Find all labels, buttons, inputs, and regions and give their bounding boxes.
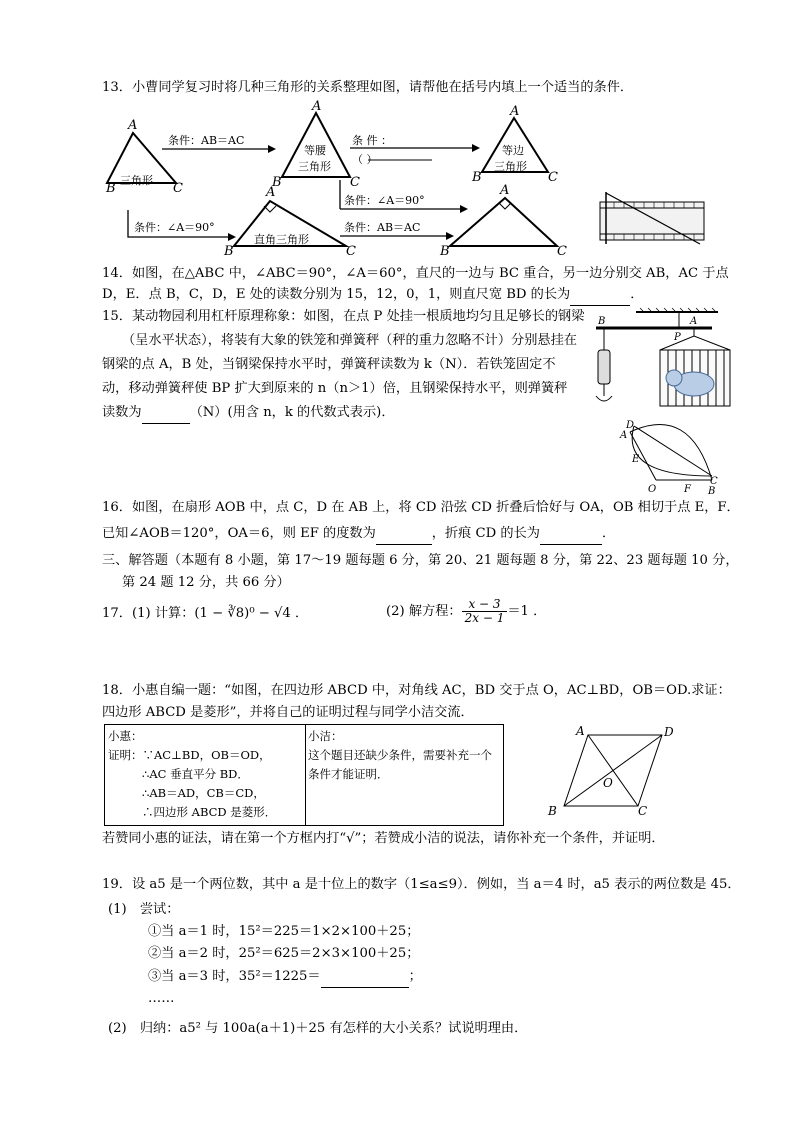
q15-line5-pre: 读数为: [102, 405, 142, 420]
q19-try3-post: ；: [408, 969, 422, 984]
arrowhead-1: [268, 145, 276, 153]
cond-right-left: 条件：∠A＝90°: [134, 221, 215, 234]
vertex-label: C: [350, 175, 360, 190]
q18-box-left-l2: ∴AC 垂直平分 BD．: [142, 767, 249, 781]
section3-line2: 第 24 题 12 分，共 66 分）: [122, 575, 290, 590]
q18-box-left-l3: ∴AB＝AD，CB＝CD，: [142, 786, 265, 800]
q18-line2: 四边形 ABCD 是菱形”，并将自己的证明过程与同学小洁交流．: [102, 705, 474, 720]
q14-figure: [600, 192, 704, 244]
right-angle-mark-2: [499, 203, 511, 209]
q14-answer-blank[interactable]: [570, 285, 630, 306]
q16-label-B: B: [708, 486, 716, 497]
q18-box-right-l2: 条件才能证明．: [308, 767, 389, 781]
q13-text: 13．小曹同学复习时将几种三角形的关系整理如图，请帮他在括号内填上一个适当的条件．: [102, 80, 634, 95]
vertex-label: B: [440, 244, 450, 259]
q15-line2: （呈水平状态），将装有大象的铁笼和弹簧秤（秤的重力忽略不计）分别悬挂在: [122, 333, 577, 348]
q18-label-D: D: [664, 725, 674, 739]
q16-label-D: D: [626, 420, 635, 431]
cond-isosceles: 条件：AB＝AC: [168, 134, 245, 147]
section3-line1: 三、解答题（本题有 8 小题，第 17～19 题每题 6 分，第 20、21 题每题 8 分，第 22、23 题每题 10 分，: [102, 553, 739, 568]
vertex-label: B: [272, 175, 282, 190]
q17-part1-expr: (1 − ∛8)⁰ − √4 ．: [194, 606, 309, 621]
q17-part1-label: 17．(1) 计算：: [102, 606, 195, 621]
q16-figure: [630, 424, 712, 480]
q19-dots: ……: [148, 991, 175, 1006]
cond-blank-label: 条 件 ：: [352, 134, 392, 147]
q15-figure: [596, 308, 730, 406]
arrowhead-5: [446, 232, 454, 240]
vertex-label: B: [106, 181, 116, 196]
q16-answer-blank-1[interactable]: [376, 524, 432, 545]
q18-label-A: A: [576, 724, 585, 738]
q18-label-B: B: [548, 804, 557, 818]
vertex-label: A: [312, 99, 322, 114]
q14-line2-post: ．: [630, 287, 644, 302]
label-right-triangle: 直角三角形: [254, 233, 309, 246]
q15-line1: 15．某动物园利用杠杆原理称象：如图，在点 P 处挂一根质地均匀且足够长的钢梁: [102, 309, 585, 324]
cond-right-top: 条件：∠A＝90°: [344, 194, 425, 207]
q18-box-right: [305, 725, 503, 825]
q16-line2-pre: 已知∠AOB＝120°，OA＝6，则 EF 的度数为: [102, 526, 376, 541]
arrowhead-2: [472, 144, 480, 152]
q16-answer-blank-2[interactable]: [540, 524, 602, 545]
vertex-label: B: [224, 244, 234, 259]
q15-answer-blank[interactable]: [142, 403, 190, 424]
q17-frac-num: x − 3: [462, 598, 508, 612]
q18-box-left-title: 小惠：: [108, 729, 143, 743]
q15-line3: 钢梁的点 A，B 处，当钢梁保持水平时，弹簧秤读数为 k（N）．若铁笼固定不: [102, 357, 556, 372]
q19-line1: 19．设 a5 是一个两位数，其中 a 是十位上的数字（1≤a≤9）．例如，当 a＝4 时，a5 表示的两位数是 45．: [102, 877, 741, 892]
arrowhead-4: [228, 233, 236, 241]
q15-label-P: P: [674, 332, 681, 343]
q16-label-A: A: [620, 430, 628, 441]
label-isosceles-1: 等腰: [304, 144, 326, 157]
q17-part1: [102, 604, 308, 624]
q17-part2-label: (2) 解方程：: [386, 604, 462, 619]
label-equilateral-2: 三角形: [494, 160, 527, 173]
q16-line2: [102, 524, 615, 545]
q18-label-O: O: [603, 776, 613, 790]
q16-line1: 16．如图，在扇形 AOB 中，点 C，D 在 AB 上，将 CD 沿弦 CD 折叠后恰好与 OA，OB 相切于点 E，F．: [102, 500, 740, 515]
vertex-label: A: [266, 185, 276, 200]
q16-label-E: E: [632, 454, 640, 465]
q15-label-A: A: [690, 316, 698, 327]
label-isosceles-2: 三角形: [298, 160, 331, 173]
q19-answer-blank[interactable]: [321, 967, 409, 988]
q19-induce: (2) 归纳：a5² 与 100a(a＋1)＋25 有怎样的大小关系？试说明理由．: [108, 1021, 528, 1036]
q14-line1: 14．如图，在△ABC 中，∠ABC＝90°，∠A＝60°，直尺的一边与 BC 重合，另一边分别交 AB，AC 于点: [102, 266, 729, 281]
cond-blank-paren: （ ）: [352, 153, 378, 166]
q18-label-C: C: [638, 804, 648, 818]
q19-try-label: (1) 尝试：: [108, 902, 180, 917]
q18-box-left-l1: 证明：∵AC⊥BD，OB＝OD，: [108, 748, 271, 762]
q18-dialogue-table: [104, 724, 504, 826]
q18-figure: [564, 735, 662, 806]
vertex-label: C: [548, 170, 558, 185]
q17-frac-den: 2x − 1: [464, 611, 505, 625]
arrowhead-3: [460, 205, 468, 213]
q15-label-B: B: [598, 316, 606, 327]
label-triangle: 三角形: [120, 174, 153, 187]
q16-label-F: F: [684, 484, 691, 495]
q18-box-right-l1: 这个题目还缺少条件，需要补充一个: [308, 748, 492, 762]
q19-try3: [148, 967, 422, 988]
q16-label-O: O: [648, 484, 657, 495]
vertex-label: C: [557, 244, 567, 259]
cond-isosceles-right: 条件：AB＝AC: [344, 221, 421, 234]
q15-line4: 动，移动弹簧秤使 BP 扩大到原来的 n（n＞1）倍，且钢梁保持水平，则弹簧秤: [102, 381, 568, 396]
q18-box-left-l4: ∴四边形 ABCD 是菱形．: [142, 805, 277, 819]
q18-box-left[interactable]: [105, 725, 306, 825]
triangle-isosceles-right: [450, 198, 557, 246]
q19-try3-pre: ③当 a＝3 时，35²＝1225＝: [148, 969, 321, 984]
q19-try1: ①当 a＝1 时，15²＝225＝1×2×100＋25；: [148, 924, 420, 939]
vertex-label: C: [346, 244, 356, 259]
vertex-label: A: [128, 118, 138, 133]
vertex-label: A: [500, 183, 510, 198]
q14-line2: [102, 285, 643, 306]
q18-line3: 若赞同小惠的证法，请在第一个方框内打“√”；若赞成小洁的说法，请你补充一个条件，并证明．: [102, 831, 665, 846]
vertex-label: A: [510, 104, 520, 119]
label-equilateral-1: 等边: [502, 144, 524, 157]
q17-fraction: [462, 598, 508, 625]
q16-label-C: C: [710, 476, 718, 487]
q15-line5-post: （N）(用含 n，k 的代数式表示)．: [189, 405, 395, 420]
q18-box-right-title: 小洁：: [308, 729, 343, 743]
q14-line2-pre: D，E．点 B，C，D，E 处的读数分别为 15，12，0，1，则直尺宽 BD 的长为: [102, 287, 571, 302]
q16-line2-mid: ，折痕 CD 的长为: [431, 526, 540, 541]
q15-line5: [102, 403, 395, 424]
q16-line2-post: ．: [601, 526, 616, 541]
q18-line1: 18．小惠自编一题：“如图，在四边形 ABCD 中，对角线 AC，BD 交于点 O，AC⊥BD，OB＝OD.求证：: [102, 683, 731, 698]
q17-part2: [386, 598, 546, 625]
q19-try2: ②当 a＝2 时，25²＝625＝2×3×100＋25；: [148, 946, 420, 961]
vertex-label: B: [472, 170, 482, 185]
q17-part2-post: ＝1 ．: [507, 604, 547, 619]
vertex-label: C: [173, 181, 183, 196]
